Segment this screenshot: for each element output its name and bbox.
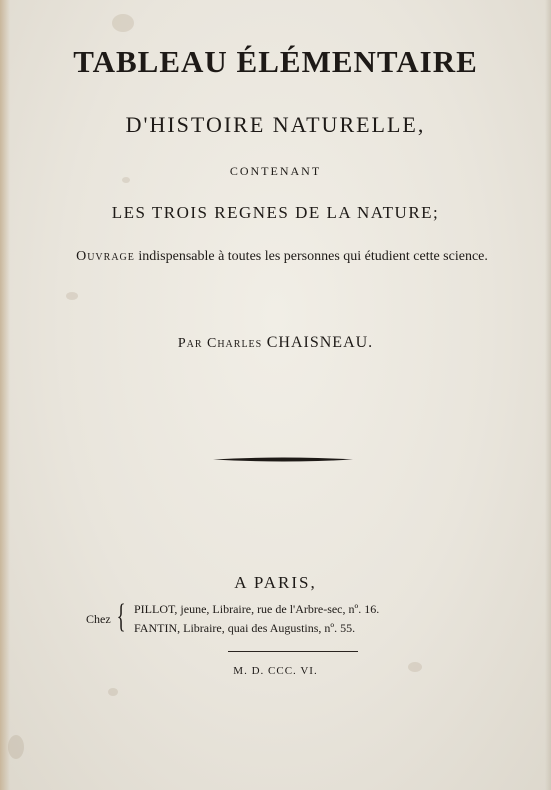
paper-stain: [108, 688, 118, 696]
contenant-label: CONTENANT: [229, 164, 322, 178]
author-name: CHAISNEAU.: [266, 334, 374, 351]
paper-stain: [8, 735, 24, 759]
regnes-line: LES TROIS REGNES DE LA NATURE;: [111, 203, 440, 222]
description-paragraph: [62, 246, 502, 267]
author-line: [0, 334, 551, 352]
publisher-line: PILLOT, jeune, Libraire, rue de l'Arbre-sec, nº. 16.: [134, 602, 380, 616]
book-subtitle: D'HISTOIRE NATURELLE,: [125, 112, 426, 137]
ornamental-rule: [213, 457, 353, 462]
publication-city: A PARIS,: [234, 573, 317, 592]
author-prefix: Par Charles: [177, 336, 267, 351]
description-lead: Ouvrage: [76, 249, 135, 264]
paper-stain: [112, 14, 134, 32]
chez-label: Chez: [86, 612, 111, 626]
brace-glyph: {: [116, 598, 126, 635]
publication-date: M. D. CCC. VI.: [233, 665, 318, 677]
description-text: indispensable à toutes les personnes qui étudient cette science.: [134, 249, 488, 264]
book-title: TABLEAU ÉLÉMENTAIRE: [73, 44, 478, 79]
paper-stain: [66, 292, 78, 300]
publisher-line: FANTIN, Libraire, quai des Augustins, nº. 55.: [134, 621, 356, 635]
divider-rule: [228, 651, 358, 652]
